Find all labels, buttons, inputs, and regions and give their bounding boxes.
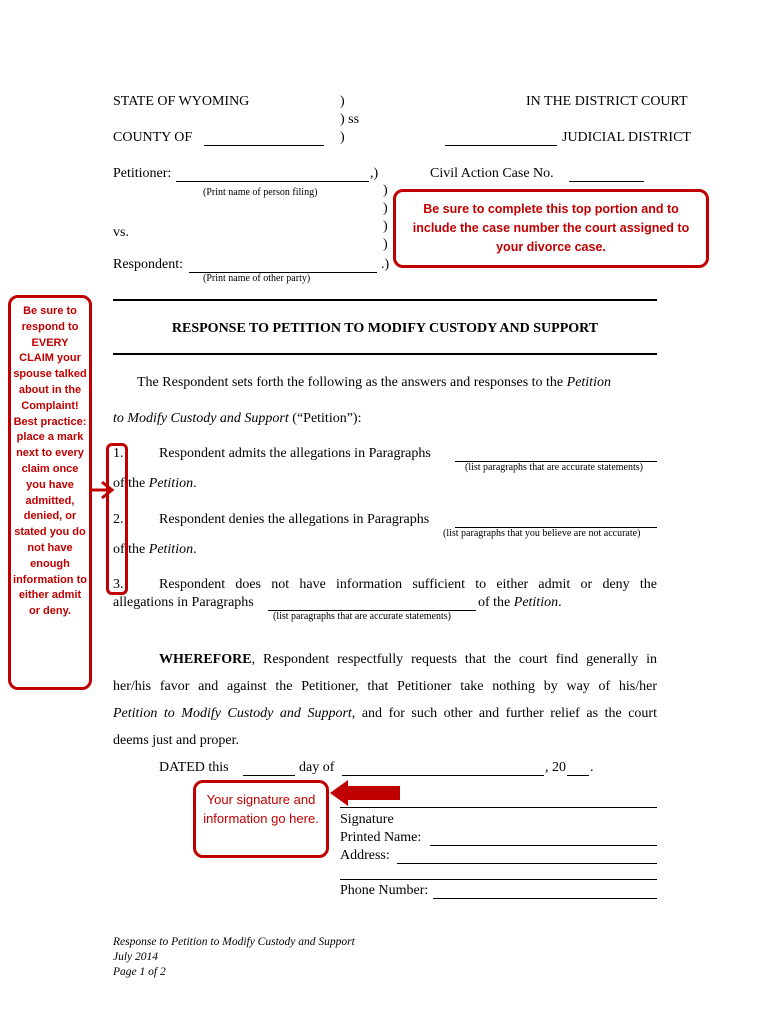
respondent-field[interactable] [189,257,377,273]
intro-line-1: The Respondent sets forth the following as the answers and responses to the Petition [137,375,611,390]
footer [113,935,355,980]
state-label: STATE OF WYOMING [113,94,250,109]
wherefore-line-1: WHEREFORE, Respondent respectfully requests that the court find generally in [159,652,657,667]
number-marker-outline [106,443,128,595]
county-field[interactable] [204,130,324,146]
arrow-right-icon [90,478,120,502]
dated-end: . [590,760,594,775]
caption-paren: .) [381,257,390,272]
top-note-callout [393,189,709,268]
item-2-field[interactable] [455,512,657,528]
caption-paren: ) [383,237,388,252]
judicial-district-label: JUDICIAL DISTRICT [562,130,691,145]
petitioner-label: Petitioner: [113,166,172,181]
case-no-label: Civil Action Case No. [430,166,554,181]
county-label: COUNTY OF [113,130,193,145]
dated-label: DATED this [159,760,229,775]
dated-day-field[interactable] [243,760,295,776]
item-2-tail: of the Petition. [113,542,197,557]
title-rule-bottom [113,353,657,355]
footer-page: Page 1 of 2 [113,966,166,978]
item-3-line-2: allegations in Paragraphs [113,595,254,610]
dated-month-field[interactable] [342,760,544,776]
caption-paren: ) [383,201,388,216]
wherefore-line-4: deems just and proper. [113,733,239,748]
item-1-text: Respondent admits the allegations in Paragraphs [159,446,431,461]
phone-field[interactable] [433,883,657,899]
printed-name-label: Printed Name: [340,830,422,845]
item-2-hint: (list paragraphs that you believe are not accurate) [443,528,641,539]
address-label: Address: [340,848,390,863]
dated-year-field[interactable] [567,760,589,776]
caption-paren: ) [340,130,345,145]
caption-paren: ,) [370,166,379,181]
top-note-text: Be sure to complete this top portion and to include the case number the court assigned to your divorce case. [412,202,690,254]
petitioner-hint: (Print name of person filing) [203,187,318,198]
item-1-field[interactable] [455,446,657,462]
vs-label: vs. [113,225,129,240]
judicial-district-field[interactable] [445,130,557,146]
footer-date: July 2014 [113,951,159,963]
item-1-tail: of the Petition. [113,476,197,491]
item-3-hint: (list paragraphs that are accurate statements) [273,611,451,622]
signature-note-text: Your signature and information go here. [203,792,319,826]
footer-title: Response to Petition to Modify Custody and Support [113,936,355,948]
ss-label: ) ss [340,112,360,127]
signature-label: Signature [340,812,394,827]
title-rule-top [113,299,657,301]
address-field[interactable] [397,848,657,864]
item-3-field[interactable] [268,595,476,611]
case-no-field[interactable] [569,166,644,182]
item-3-text: Respondent does not have information sufficient to either admit or deny the [159,577,657,592]
intro-line-2: to Modify Custody and Support (“Petition”): [113,411,362,426]
respondent-label: Respondent: [113,257,183,272]
item-3-tail: of the Petition. [478,595,562,610]
petitioner-field[interactable] [176,166,369,182]
signature-note-callout [193,780,329,858]
item-3-number: 3. [113,577,124,592]
wherefore-line-2: her/his favor and against the Petitioner, that Petitioner take nothing by way of his/her [113,679,657,694]
dated-year-label: , 20 [545,760,566,775]
printed-name-field[interactable] [430,830,657,846]
respondent-hint: (Print name of other party) [203,273,311,284]
phone-label: Phone Number: [340,883,429,898]
address-line-2[interactable] [340,879,657,880]
arrow-left-icon [330,780,402,806]
item-1-number: 1. [113,446,124,461]
signature-line[interactable] [340,807,657,808]
item-1-hint: (list paragraphs that are accurate statements) [465,462,643,473]
wherefore-line-3: Petition to Modify Custody and Support, and for such other and further relief as the court [113,706,657,721]
side-note-text: Be sure to respond to EVERY CLAIM your spouse talked about in the Complaint! Best practice: place a mark next to every claim once you have admitted, denied, or stated you do not have enough information to either admit or deny. [13,305,87,618]
caption-paren: ) [383,183,388,198]
court-label: IN THE DISTRICT COURT [526,94,688,109]
item-2-text: Respondent denies the allegations in Paragraphs [159,512,430,527]
side-note-callout [8,295,92,690]
dated-day-of: day of [299,760,335,775]
document-title: RESPONSE TO PETITION TO MODIFY CUSTODY AND SUPPORT [171,321,599,336]
item-2-number: 2. [113,512,124,527]
caption-paren: ) [340,94,345,109]
caption-paren: ) [383,219,388,234]
